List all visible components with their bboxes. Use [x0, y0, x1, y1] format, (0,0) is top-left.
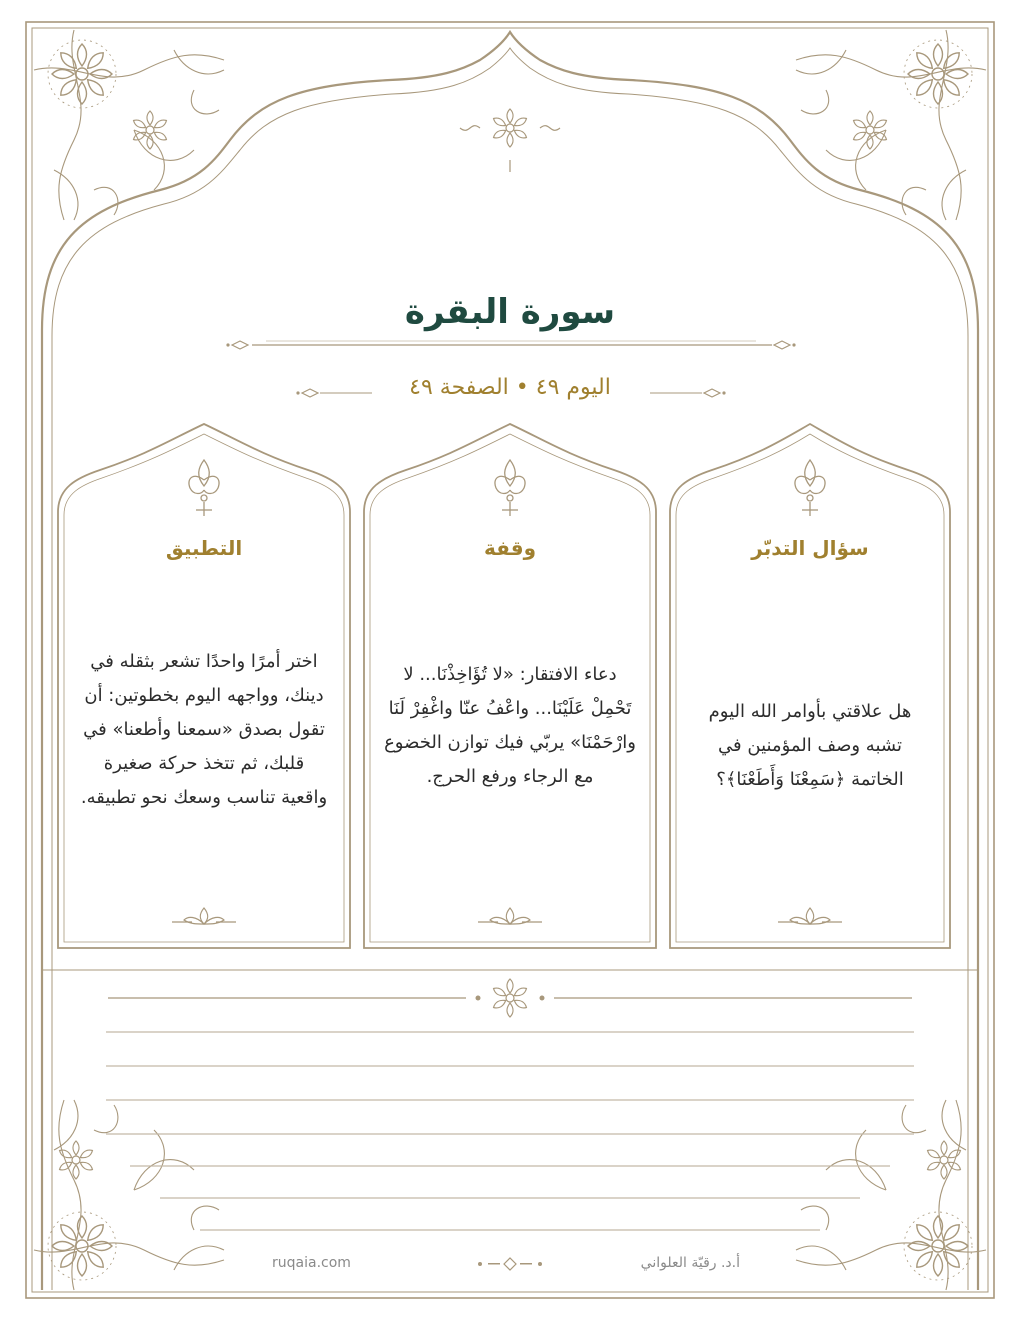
surah-title: سورة البقرة: [404, 292, 616, 332]
card-body-reflection-question: هل علاقتي بأوامر الله اليوم تشبه وصف المؤمنين في الخاتمة ﴿سَمِعْنَا وَأَطَعْنَا﴾؟: [708, 701, 912, 790]
footer-website: ruqaia.com: [272, 1255, 351, 1271]
footer-author: أ.د. رقيّة العلواني: [640, 1255, 740, 1271]
day-page-label: اليوم ٤٩ • الصفحة ٤٩: [409, 375, 611, 400]
card-body-pause: دعاء الافتقار: «لا تُؤَاخِذْنَا... لا تَحْمِلْ عَلَيْنَا... واعْفُ عنّا واغْفِرْ لَنَا وارْحَمْنَا» يربّي فيك توازن الخضوع مع الرجاء ورفع الحرج.: [384, 664, 636, 787]
card-title-pause: وقفة: [483, 536, 537, 560]
card-title-reflection-question: سؤال التدبّر: [751, 536, 869, 560]
card-body-application: اختر أمرًا واحدًا تشعر بثقله في دينك، وواجهه اليوم بخطوتين: أن تقول بصدق «سمعنا وأطعنا» في قلبك، ثم تتخذ حركة صغيرة واقعية تناسب وسعك نحو تطبيقه.: [80, 651, 328, 808]
card-title-application: التطبيق: [165, 536, 243, 560]
